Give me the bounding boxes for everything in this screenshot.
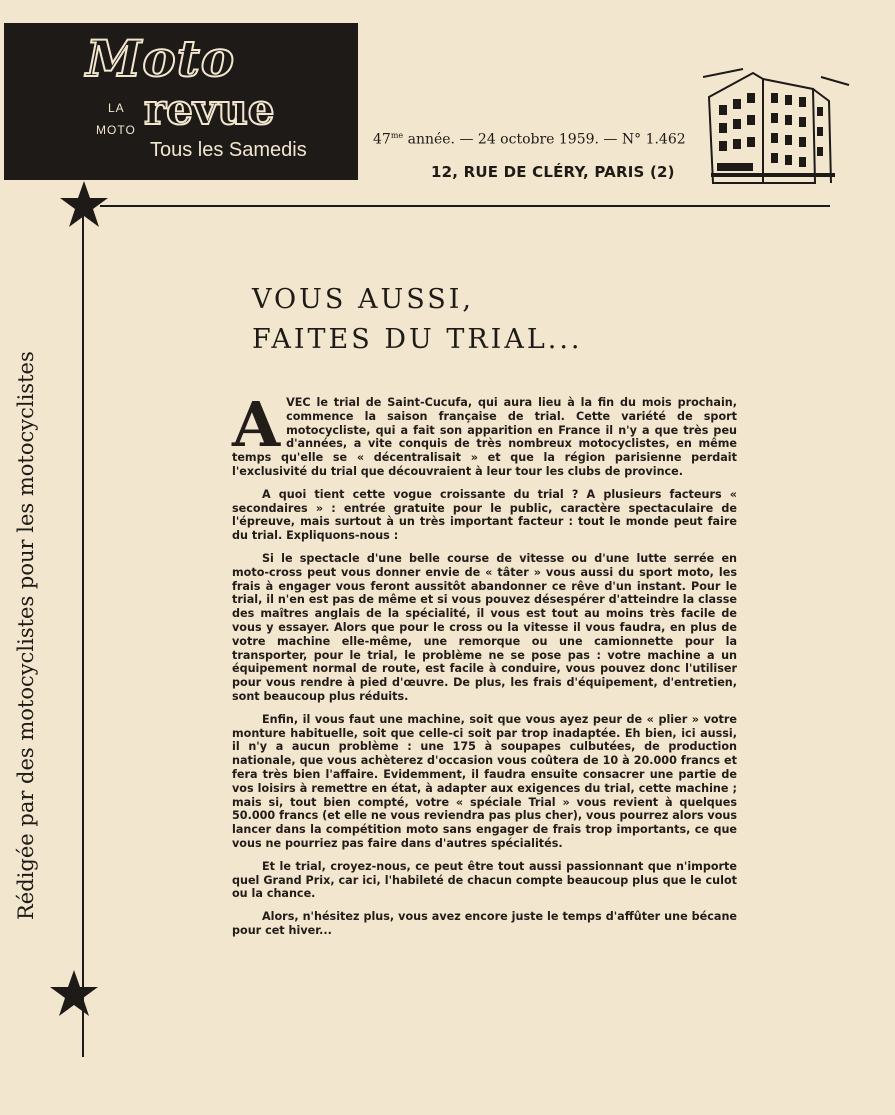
masthead-tagline: Tous les Samedis — [150, 139, 307, 161]
issue-date-and-number: année. — 24 octobre 1959. — N° 1.462 — [403, 131, 686, 148]
issue-line — [373, 131, 686, 148]
issue-number: 47 — [373, 131, 391, 148]
logo-moto-small-text: MOTO — [96, 123, 136, 137]
star-icon — [58, 179, 110, 231]
side-rule — [82, 207, 84, 1057]
headline-line-1: VOUS AUSSI, — [252, 284, 475, 315]
building-illustration-icon — [703, 67, 851, 187]
article-paragraph: Et le trial, croyez-nous, ce peut être tout aussi passionnant que n'importe quel Grand Prix, car ici, l'habileté de chacun compte beaucoup plus que le culot ou la chance. — [232, 859, 737, 901]
article-paragraph: Alors, n'hésitez plus, vous avez encore juste le temps d'affûter une bécane pour cet hiver... — [232, 910, 737, 937]
masthead — [4, 23, 358, 180]
drop-cap: A — [232, 388, 281, 461]
article-paragraph: A quoi tient cette vogue croissante du trial ? A plusieurs facteurs « secondaires » : entrée gratuite pour le public, caractère spectaculaire de l'épreuve, mais surtout à un très important facteur : tout le monde peut faire du trial. Expliquons-nous : — [232, 487, 737, 543]
star-icon — [48, 968, 100, 1020]
logo-revue-text: revue — [144, 85, 275, 134]
paragraph-text: VEC le trial de Saint-Cucufa, qui aura lieu à la fin du mois prochain, commence la saison française de trial. Cette variété de sport motocycliste, qui a fait son apparition en France il n'y a que très peu d'années, a vite conquis de très nombreux motocyclistes, en même temps qu'elle se « décentralisait » et que la région parisienne perdait l'exclusivité du trial que découvraient à leur tour les clubs de province. — [232, 396, 737, 478]
side-slogan: Rédigée par des motocyclistes pour les motocyclistes — [14, 351, 38, 920]
logo-la-text: LA — [108, 101, 125, 115]
publisher-address: 12, RUE DE CLÉRY, PARIS (2) — [431, 163, 675, 181]
article-paragraph: Si le spectacle d'une belle course de vitesse ou d'une lutte serrée en moto-cross peut vous donner envie de « tâter » vous aussi du sport moto, les frais à engager vous feront aussitôt abandonner ce rêve d'un instant. Pour le trial, il n'en est pas de même et si vous pouvez désespérer d'atteindre la classe des maîtres anglais de la spécialité, il vous est tout au moins très facile de vous y essayer. Alors que pour le cross ou la vitesse il vous faudra, en plus de votre machine elle-même, une remorque ou une camionnette pour la transporter, pour le trial, le problème ne se pose pas : votre machine a un équipement normal de route, est facile à conduire, vous pouvez donc l'utiliser pour vous rendre à pied d'œuvre. De plus, les frais d'équipement, d'entretien, sont beaucoup plus réduits. — [232, 551, 737, 703]
issue-number-suffix: me — [390, 131, 404, 140]
article-paragraph — [232, 388, 737, 479]
headline-line-2: FAITES DU TRIAL... — [252, 324, 583, 355]
header-rule — [100, 205, 830, 207]
article-body — [232, 388, 737, 947]
article-paragraph: Enfin, il vous faut une machine, soit que vous ayez peur de « plier » votre monture habituelle, soit que celle-ci soit par trop inadaptée. Eh bien, ici aussi, il n'y a aucun problème : une 175 à soupapes culbutées, de production nationale, que vous achèterez d'occasion vous coûtera de 10 à 20.000 francs et fera très bien l'affaire. Evidemment, il faudra ensuite consacrer une partie de vos loisirs à remettre en état, à adapter aux exigences du trial, cette machine ; mais si, tout bien compté, votre « spéciale Trial » vous revient à quelques 50.000 francs (et elle ne vous reviendra pas plus cher), vous pourrez alors vous lancer dans la compétition moto sans engager de frais trop importants, ce que vous ne pourriez pas faire dans d'autres spécialités. — [232, 712, 737, 850]
logo-moto-text: Moto — [86, 29, 236, 88]
article-headline — [252, 280, 583, 360]
